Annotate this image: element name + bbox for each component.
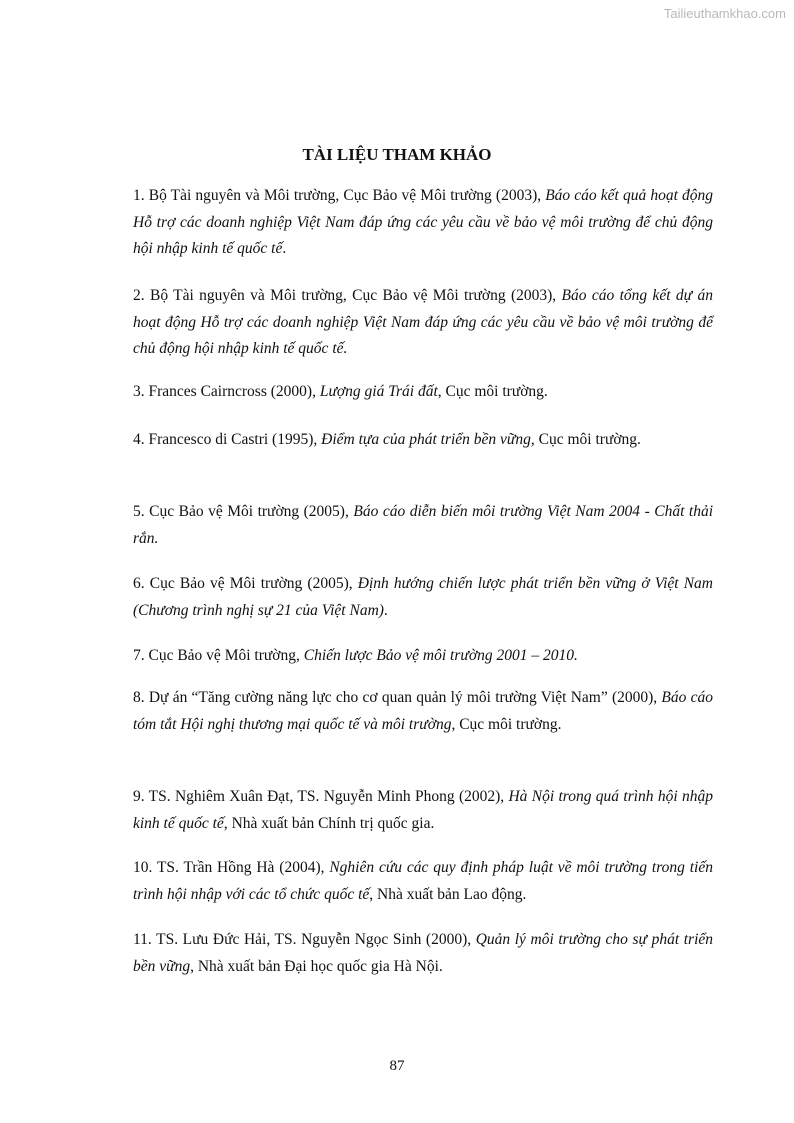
reference-item-2	[133, 283, 713, 363]
reference-text: 1. Bộ Tài nguyên và Môi trường, Cục Bảo vệ Môi trường (2003),	[133, 187, 546, 204]
reference-title: Quản lý môi trường cho sự phát triển bền vững	[133, 931, 714, 975]
reference-title: Báo cáo kết quả hoạt động Hỗ trợ các doanh nghiệp Việt Nam đáp ứng các yêu cầu về bảo vệ môi trường để chủ động hội nhập kinh tế quốc tế	[133, 187, 713, 257]
reference-text: Cục môi trường.	[534, 431, 641, 448]
reference-item-10	[133, 855, 713, 908]
reference-text: , Cục môi trường.	[437, 383, 548, 400]
reference-text: , Nhà xuất bản Lao động.	[369, 885, 527, 903]
reference-title: Lượng giá Trái đất	[319, 383, 438, 400]
reference-item-1	[133, 183, 713, 263]
reference-text: 3. Frances Cairncross (2000),	[133, 383, 320, 400]
reference-text: , Cục môi trường.	[451, 715, 562, 733]
reference-text: 5. Cục Bảo vệ Môi trường (2005),	[133, 503, 354, 520]
reference-text: .	[383, 601, 388, 619]
reference-item-8	[133, 685, 713, 738]
reference-item-9	[133, 784, 713, 837]
reference-text: 9. TS. Nghiêm Xuân Đạt, TS. Nguyễn Minh Phong (2002),	[133, 788, 509, 805]
reference-item-11	[133, 927, 713, 980]
reference-item-6	[133, 571, 713, 624]
reference-item-4	[133, 427, 713, 454]
reference-text: 8. Dự án “Tăng cường năng lực cho cơ quan quản lý môi trường Việt Nam” (2000),	[133, 689, 662, 706]
watermark-text: Tailieuthamkhao.com	[663, 6, 786, 21]
page-number: 87	[389, 1058, 405, 1074]
reference-title: Báo cáo tóm tắt Hội nghị thương mại quốc tế và môi trường	[133, 689, 713, 733]
page-title: TÀI LIỆU THAM KHẢO	[302, 145, 492, 164]
reference-title: Nghiên cứu các quy định pháp luật về môi trường trong tiến trình hội nhập với các tổ chức quốc tế	[133, 859, 713, 903]
reference-title: Báo cáo diễn biến môi trường Việt Nam 2004 - Chất thải rắn.	[133, 503, 714, 547]
reference-text: 2. Bộ Tài nguyên và Môi trường, Cục Bảo vệ Môi trường (2003),	[133, 287, 562, 304]
reference-item-7	[133, 643, 713, 670]
reference-text: .	[282, 240, 287, 257]
reference-text: 6. Cục Bảo vệ Môi trường (2005),	[133, 575, 358, 592]
reference-text: , Nhà xuất bản Chính trị quốc gia.	[223, 814, 435, 832]
reference-text: , Nhà xuất bản Đại học quốc gia Hà Nội.	[190, 957, 443, 975]
reference-title: Điểm tựa của phát triển bền vững,	[321, 431, 535, 448]
reference-title: Hà Nội trong quá trình hội nhập kinh tế quốc tế	[133, 788, 713, 832]
reference-title: Chiến lược Bảo vệ môi trường 2001 – 2010.	[303, 647, 578, 664]
reference-text: 10. TS. Trần Hồng Hà (2004),	[133, 859, 330, 876]
reference-text: 11. TS. Lưu Đức Hải, TS. Nguyễn Ngọc Sinh (2000),	[133, 931, 476, 948]
reference-item-3	[133, 379, 713, 406]
reference-title: Báo cáo tổng kết dự án hoạt động Hỗ trợ các doanh nghiệp Việt Nam đáp ứng các yêu cầu về bảo vệ môi trường để chủ động hội nhập kinh tế quốc tế.	[133, 287, 713, 357]
reference-text: 7. Cục Bảo vệ Môi trường,	[133, 647, 304, 664]
reference-title: Định hướng chiến lược phát triển bền vững ở Việt Nam (Chương trình nghị sự 21 của Việt Nam)	[133, 575, 713, 619]
reference-text: 4. Francesco di Castri (1995),	[133, 431, 322, 448]
reference-item-5	[133, 499, 713, 552]
